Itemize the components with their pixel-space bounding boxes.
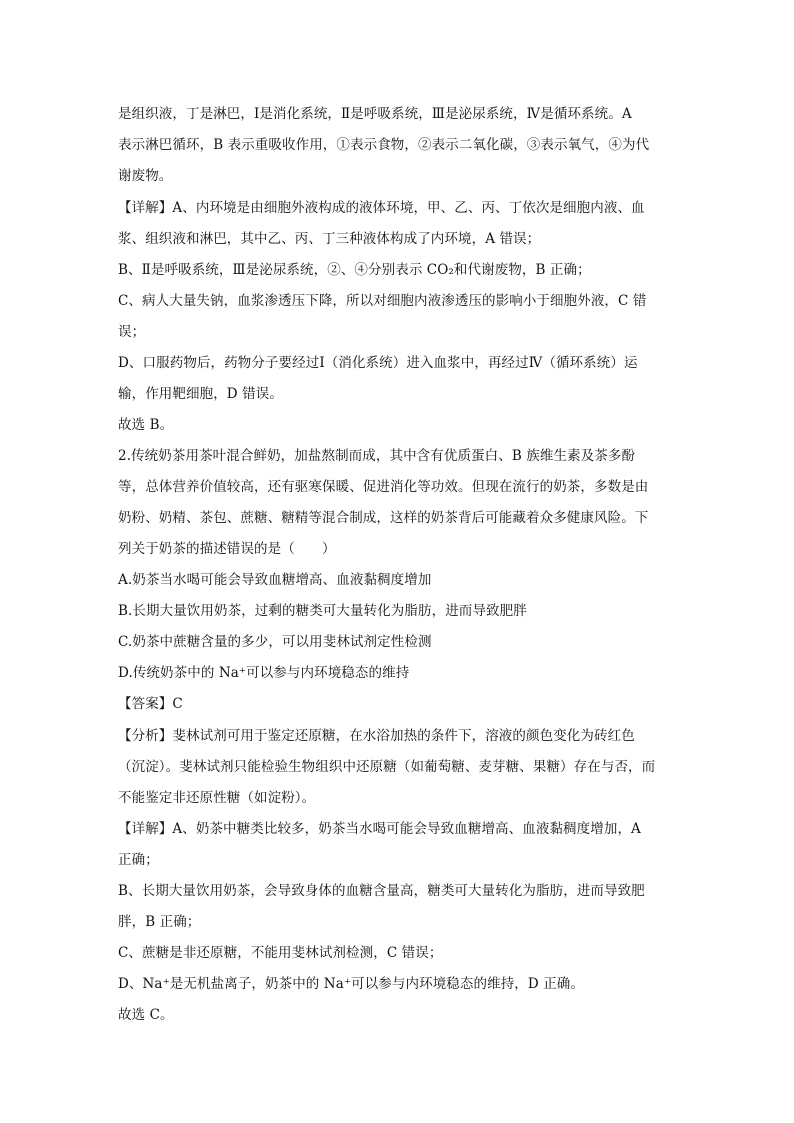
- text-line: 【详解】A、奶茶中糖类比较多，奶茶当水喝可能会导致血糖增高、血液黏稠度增加，A: [118, 821, 641, 837]
- answer-line: 【答案】C: [118, 696, 183, 712]
- text-line: 浆、组织液和淋巴，其中乙、丙、丁三种液体构成了内环境，A 错误；: [118, 231, 541, 247]
- analysis-line: 不能鉴定非还原性糖（如淀粉）。: [118, 790, 316, 806]
- text-line: 误；: [118, 324, 146, 340]
- text-line: 是组织液，丁是淋巴，Ⅰ是消化系统，Ⅱ是呼吸系统，Ⅲ是泌尿系统，Ⅳ是循环系统。A: [118, 106, 632, 122]
- question-line: 等，总体营养价值较高，还有驱寒保暖、促进消化等功效。但现在流行的奶茶，多数是由: [118, 479, 649, 495]
- option-b: B.长期大量饮用奶茶，过剩的糖类可大量转化为脂肪，进而导致肥胖: [118, 603, 527, 619]
- option-d: D.传统奶茶中的 Na⁺可以参与内环境稳态的维持: [118, 665, 410, 681]
- text-line: 输，作用靶细胞，D 错误。: [118, 386, 283, 402]
- text-line: D、Na⁺是无机盐离子，奶茶中的 Na⁺可以参与内环境稳态的维持，D 正确。: [118, 976, 585, 992]
- analysis-line: 【分析】斐林试剂可用于鉴定还原糖，在水浴加热的条件下，溶液的颜色变化为砖红色: [118, 728, 635, 744]
- option-c: C.奶茶中蔗糖含量的多少，可以用斐林试剂定性检测: [118, 634, 432, 650]
- text-line: 故选 B。: [118, 417, 174, 433]
- question-line: 2.传统奶茶用茶叶混合鲜奶，加盐熬制而成，其中含有优质蛋白、B 族维生素及茶多酚: [118, 448, 636, 464]
- text-line: 正确；: [118, 852, 159, 868]
- option-a: A.奶茶当水喝可能会导致血糖增高、血液黏稠度增加: [118, 572, 432, 588]
- text-line: 谢废物。: [118, 168, 173, 184]
- text-line: D、口服药物后，药物分子要经过Ⅰ（消化系统）进入血浆中，再经过Ⅳ（循环系统）运: [118, 355, 638, 371]
- text-line: C、蔗糖是非还原糖，不能用斐林试剂检测，C 错误；: [118, 945, 443, 961]
- text-line: 胖，B 正确；: [118, 914, 201, 930]
- text-line: 【详解】A、内环境是由细胞外液构成的液体环境，甲、乙、丙、丁依次是细胞内液、血: [118, 200, 645, 216]
- analysis-line: （沉淀）。斐林试剂只能检验生物组织中还原糖（如葡萄糖、麦芽糖、果糖）存在与否，而: [118, 759, 656, 775]
- question-line: 奶粉、奶精、茶包、蔗糖、糖精等混合制成，这样的奶茶背后可能藏着众多健康风险。下: [118, 510, 649, 526]
- question-line: 列关于奶茶的描述错误的是（ ）: [118, 541, 336, 557]
- text-line: B、Ⅱ是呼吸系统，Ⅲ是泌尿系统，②、④分别表示 CO₂和代谢废物，B 正确；: [118, 262, 591, 278]
- text-line: B、长期大量饮用奶茶，会导致身体的血糖含量高，糖类可大量转化为脂肪，进而导致肥: [118, 883, 645, 899]
- text-line: 表示淋巴循环，B 表示重吸收作用，①表示食物，②表示二氧化碳，③表示氧气，④为代: [118, 137, 650, 153]
- text-line: 故选 C。: [118, 1007, 174, 1023]
- text-line: C、病人大量失钠，血浆渗透压下降，所以对细胞内液渗透压的影响小于细胞外液，C 错: [118, 293, 647, 309]
